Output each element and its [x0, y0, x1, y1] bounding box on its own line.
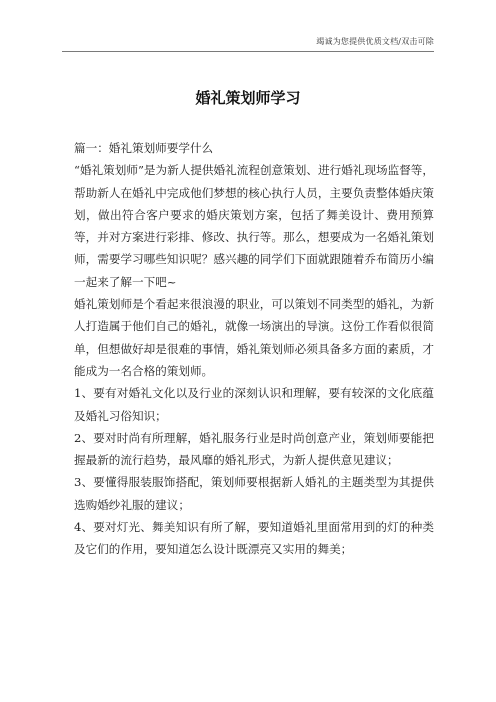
section-heading: 篇一：婚礼策划师要学什么	[74, 141, 214, 155]
list-item: 1、要有对婚礼文化以及行业的深刻认识和理解，要有较深的文化底蕴及婚礼习俗知识；	[74, 386, 434, 423]
paragraph: 婚礼策划师是个看起来很浪漫的职业，可以策划不同类型的婚礼，为新人打造属于他们自己的婚礼，就像一场演出的导演。这份工作看似很简单，但想做好却是很难的事情，婚礼策划师必须具备多方面的素质，才能成为一名合格的策划师。	[74, 297, 434, 378]
header-divider	[62, 51, 434, 52]
paragraph: “婚礼策划师”是为新人提供婚礼流程创意策划、进行婚礼现场监督等，帮助新人在婚礼中完成他们梦想的核心执行人员，主要负责整体婚庆策划，做出符合客户要求的婚庆策划方案，包括了舞美设计、费用预算等，并对方案进行彩排、修改、执行等。那么，想要成为一名婚礼策划师，需要学习哪些知识呢？感兴趣的同学们下面就跟随着乔布简历小编一起来了解一下吧~	[74, 163, 434, 289]
list-item: 3、要懂得服装服饰搭配，策划师要根据新人婚礼的主题类型为其提供选购婚纱礼服的建议；	[74, 475, 434, 512]
document-title: 婚礼策划师学习	[195, 89, 301, 107]
header-note: 竭诚为您提供优质文档/双击可除	[316, 37, 434, 46]
list-item: 4、要对灯光、舞美知识有所了解，要知道婚礼里面常用到的灯的种类及它们的作用，要知道怎么设计既漂亮又实用的舞美；	[74, 520, 434, 557]
document-body	[74, 137, 434, 561]
list-item: 2、要对时尚有所理解，婚礼服务行业是时尚创意产业，策划师要能把握最新的流行趋势，最风靡的婚礼形式，为新人提供意见建议；	[74, 430, 434, 468]
